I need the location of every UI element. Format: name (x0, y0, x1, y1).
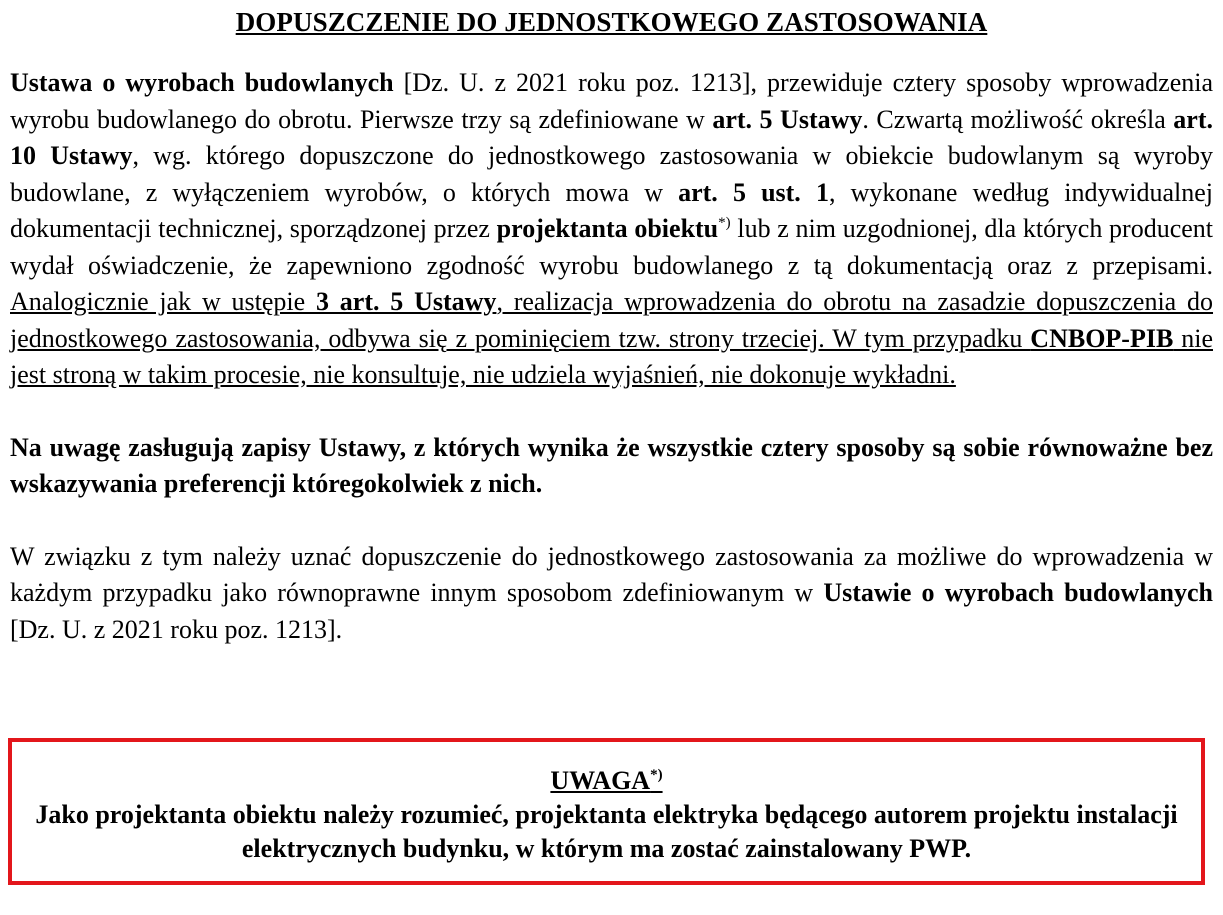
notice-box (8, 738, 1205, 885)
footnote-marker: *) (718, 215, 731, 231)
spacer (10, 394, 1213, 430)
notice-text: Jako projektanta obiektu należy rozumieć, projektanta elektryka będącego autorem projektu instalacji elektrycznych budynku, w którym ma zostać zainstalowany PWP. (35, 800, 1178, 863)
underlined-note: Analogicznie jak w ustępie 3 art. 5 Ustawy, realizacja wprowadzenia do obrotu na zasadzie dopuszczenia do jednostkowego zastosowania, odbywa się z pominięciem tzw. strony trzeciej. W tym przypadku CNBOP-PIB nie jest stroną w takim procesie, nie konsultuje, nie udziela wyjaśnień, nie dokonuje wykładni. (10, 287, 1214, 389)
paragraph-equivalence: Na uwagę zasługują zapisy Ustawy, z których wynika że wszystkie cztery sposoby są sobie równoważne bez wskazywania preferencji któregokolwiek z nich. (10, 432, 1213, 498)
paragraph-conclusion: W związku z tym należy uznać dopuszczenie do jednostkowego zastosowania za możliwe do wprowadzenia w każdym przypadku jako równoprawne innym sposobom zdefiniowanym w Ustawie o wyrobach budowlanych [Dz. U. z 2021 roku poz. 1213]. (10, 541, 1213, 644)
organization-name: CNBOP-PIB (1030, 323, 1174, 353)
footnote-marker: *) (650, 767, 663, 783)
paragraph-intro: Ustawa o wyrobach budowlanych [Dz. U. z 2021 roku poz. 1213], przewiduje cztery sposoby wprowadzenia wyrobu budowlanego do obrotu. Pierwsze trzy są zdefiniowane w art. 5 Ustawy. Czwartą możliwość określa art. 10 Ustawy, wg. którego dopuszczone do jednostkowego zastosowania w obiekcie budowlanym są wyroby budowlane, z wyłączeniem wyrobów, o których mowa w art. 5 ust. 1, wykonane według indywidualnej dokumentacji technicznej, sporządzonej przez projektanta obiektu*) lub z nim uzgodnionej, dla których producent wydał oświadczenie, że zapewniono zgodność wyrobu budowlanego z tą dokumentacją oraz z przepisami. Analogicznie jak w ustępie 3 art. 5 Ustawy, realizacja wprowadzenia do obrotu na zasadzie dopuszczenia do jednostkowego zastosowania, odbywa się z pominięciem tzw. strony trzeciej. W tym przypadku CNBOP-PIB nie jest stroną w takim procesie, nie konsultuje, nie udziela wyjaśnień, nie dokonuje wykładni. (10, 68, 1214, 389)
spacer (10, 503, 1213, 539)
page-title: DOPUSZCZENIE DO JEDNOSTKOWEGO ZASTOSOWANIA (235, 7, 988, 37)
notice-title: UWAGA*) (550, 766, 663, 795)
law-name: Ustawa o wyrobach budowlanych (10, 68, 394, 97)
designer-term: projektanta obiektu (496, 214, 719, 243)
